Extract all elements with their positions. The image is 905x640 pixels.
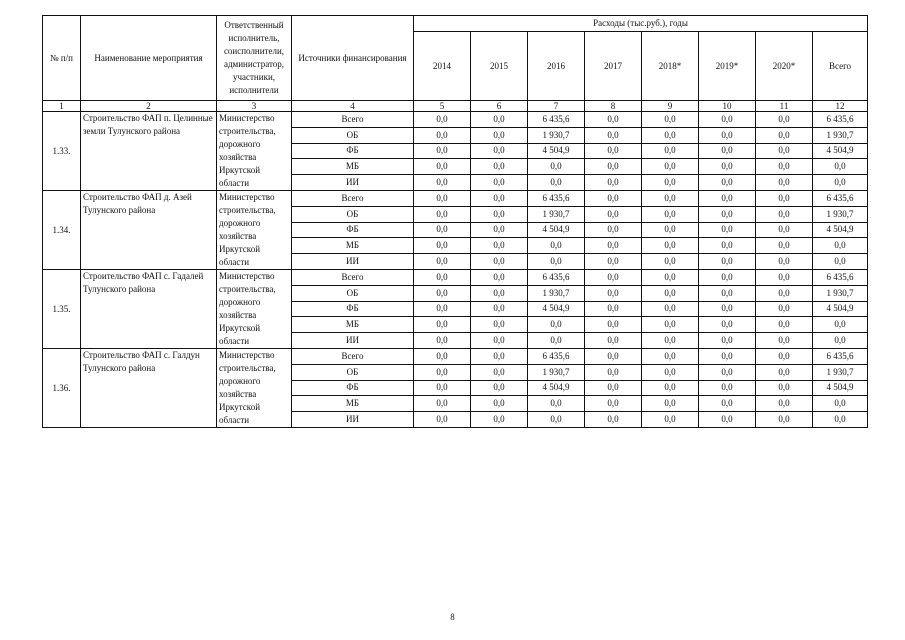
- responsible-executor: Министерство строительства, дорожного хозяйства Иркутской области: [217, 191, 292, 270]
- event-name: Строительство ФАП с. Гадалей Тулунского района: [81, 270, 217, 349]
- total-value: 1 930,7: [813, 206, 868, 222]
- column-number: 9: [642, 101, 699, 112]
- year-value: 0,0: [642, 222, 699, 238]
- total-value: 0,0: [813, 396, 868, 412]
- year-value: 0,0: [756, 143, 813, 159]
- page-number: 8: [450, 612, 455, 622]
- year-value: 0,0: [471, 112, 528, 128]
- year-value: 0,0: [471, 143, 528, 159]
- year-value: 4 504,9: [528, 222, 585, 238]
- year-value: 6 435,6: [528, 112, 585, 128]
- year-value: 0,0: [642, 317, 699, 333]
- year-value: 0,0: [699, 175, 756, 191]
- year-value: 0,0: [756, 159, 813, 175]
- row-number: 1.33.: [43, 112, 81, 191]
- year-value: 0,0: [585, 364, 642, 380]
- row-number: 1.34.: [43, 191, 81, 270]
- funding-source: Всего: [292, 191, 414, 207]
- year-value: 0,0: [414, 206, 471, 222]
- column-number: 3: [217, 101, 292, 112]
- year-value: 0,0: [528, 175, 585, 191]
- year-value: 0,0: [528, 333, 585, 349]
- year-value: 6 435,6: [528, 349, 585, 365]
- total-value: 1 930,7: [813, 364, 868, 380]
- year-value: 0,0: [756, 301, 813, 317]
- year-value: 0,0: [528, 238, 585, 254]
- year-value: 0,0: [471, 238, 528, 254]
- year-value: 0,0: [528, 317, 585, 333]
- year-value: 0,0: [585, 317, 642, 333]
- year-value: 0,0: [414, 285, 471, 301]
- year-value: 0,0: [414, 380, 471, 396]
- event-name: Строительство ФАП д. Азей Тулунского района: [81, 191, 217, 270]
- year-value: 0,0: [471, 285, 528, 301]
- year-value: 0,0: [585, 206, 642, 222]
- funding-source: ОБ: [292, 285, 414, 301]
- year-value: 0,0: [756, 349, 813, 365]
- year-value: 0,0: [414, 127, 471, 143]
- total-value: 1 930,7: [813, 127, 868, 143]
- total-value: 4 504,9: [813, 222, 868, 238]
- year-value: 0,0: [414, 349, 471, 365]
- year-value: 0,0: [699, 333, 756, 349]
- column-number: 7: [528, 101, 585, 112]
- row-number: 1.36.: [43, 349, 81, 428]
- year-value: 0,0: [414, 270, 471, 286]
- funding-source: Всего: [292, 112, 414, 128]
- header-year: 2014: [414, 32, 471, 101]
- year-value: 0,0: [642, 191, 699, 207]
- funding-source: МБ: [292, 159, 414, 175]
- year-value: 0,0: [642, 254, 699, 270]
- column-number: 12: [813, 101, 868, 112]
- year-value: 0,0: [699, 191, 756, 207]
- year-value: 0,0: [414, 238, 471, 254]
- year-value: 0,0: [585, 175, 642, 191]
- year-value: 0,0: [642, 206, 699, 222]
- year-value: 0,0: [414, 396, 471, 412]
- year-value: 0,0: [756, 112, 813, 128]
- year-value: 0,0: [756, 175, 813, 191]
- year-value: 0,0: [414, 254, 471, 270]
- year-value: 0,0: [585, 396, 642, 412]
- year-value: 0,0: [585, 270, 642, 286]
- header-source: Источники финансирования: [292, 16, 414, 101]
- year-value: 0,0: [414, 317, 471, 333]
- year-value: 1 930,7: [528, 285, 585, 301]
- year-value: 0,0: [699, 238, 756, 254]
- year-value: 0,0: [756, 396, 813, 412]
- year-value: 0,0: [756, 254, 813, 270]
- column-number: 6: [471, 101, 528, 112]
- year-value: 0,0: [642, 270, 699, 286]
- year-value: 0,0: [642, 396, 699, 412]
- column-number: 2: [81, 101, 217, 112]
- year-value: 0,0: [699, 270, 756, 286]
- year-value: 0,0: [756, 317, 813, 333]
- year-value: 0,0: [699, 364, 756, 380]
- year-value: 0,0: [471, 396, 528, 412]
- header-responsible: Ответственный исполнитель, соисполнители, администратор, участники, исполнители: [217, 16, 292, 101]
- year-value: 0,0: [414, 301, 471, 317]
- year-value: 0,0: [471, 333, 528, 349]
- year-value: 0,0: [585, 301, 642, 317]
- year-value: 0,0: [414, 412, 471, 428]
- funding-source: ИИ: [292, 333, 414, 349]
- column-number: 8: [585, 101, 642, 112]
- budget-table: [42, 15, 868, 428]
- year-value: 0,0: [756, 238, 813, 254]
- column-number: 11: [756, 101, 813, 112]
- year-value: 0,0: [585, 127, 642, 143]
- year-value: 0,0: [414, 333, 471, 349]
- header-num: № п/п: [43, 16, 81, 101]
- funding-source: Всего: [292, 349, 414, 365]
- header-year: 2019*: [699, 32, 756, 101]
- year-value: 0,0: [585, 222, 642, 238]
- year-value: 0,0: [471, 159, 528, 175]
- header-year: 2016: [528, 32, 585, 101]
- year-value: 0,0: [585, 191, 642, 207]
- year-value: 0,0: [471, 270, 528, 286]
- year-value: 0,0: [642, 159, 699, 175]
- year-value: 4 504,9: [528, 301, 585, 317]
- total-value: 1 930,7: [813, 285, 868, 301]
- year-value: 0,0: [642, 127, 699, 143]
- year-value: 0,0: [414, 222, 471, 238]
- funding-source: ФБ: [292, 222, 414, 238]
- year-value: 0,0: [699, 317, 756, 333]
- funding-source: ИИ: [292, 412, 414, 428]
- funding-source: Всего: [292, 270, 414, 286]
- year-value: 0,0: [642, 301, 699, 317]
- funding-source: МБ: [292, 238, 414, 254]
- year-value: 0,0: [471, 206, 528, 222]
- total-value: 0,0: [813, 238, 868, 254]
- year-value: 0,0: [471, 191, 528, 207]
- total-value: 0,0: [813, 317, 868, 333]
- year-value: 0,0: [756, 364, 813, 380]
- year-value: 0,0: [756, 206, 813, 222]
- year-value: 0,0: [699, 285, 756, 301]
- year-value: 0,0: [699, 206, 756, 222]
- year-value: 0,0: [699, 143, 756, 159]
- funding-source: ИИ: [292, 254, 414, 270]
- header-year: 2017: [585, 32, 642, 101]
- year-value: 0,0: [585, 412, 642, 428]
- total-value: 0,0: [813, 412, 868, 428]
- header-total: Всего: [813, 32, 868, 101]
- year-value: 0,0: [585, 285, 642, 301]
- year-value: 0,0: [699, 254, 756, 270]
- year-value: 0,0: [528, 159, 585, 175]
- year-value: 0,0: [528, 396, 585, 412]
- responsible-executor: Министерство строительства, дорожного хозяйства Иркутской области: [217, 349, 292, 428]
- year-value: 6 435,6: [528, 191, 585, 207]
- total-value: 6 435,6: [813, 349, 868, 365]
- year-value: 0,0: [699, 112, 756, 128]
- year-value: 0,0: [642, 364, 699, 380]
- responsible-executor: Министерство строительства, дорожного хозяйства Иркутской области: [217, 270, 292, 349]
- row-number: 1.35.: [43, 270, 81, 349]
- year-value: 0,0: [471, 364, 528, 380]
- year-value: 0,0: [756, 412, 813, 428]
- year-value: 0,0: [699, 412, 756, 428]
- year-value: 0,0: [642, 112, 699, 128]
- year-value: 0,0: [699, 127, 756, 143]
- year-value: 0,0: [585, 380, 642, 396]
- year-value: 0,0: [414, 143, 471, 159]
- total-value: 4 504,9: [813, 380, 868, 396]
- year-value: 4 504,9: [528, 380, 585, 396]
- year-value: 0,0: [642, 333, 699, 349]
- responsible-executor: Министерство строительства, дорожного хозяйства Иркутской области: [217, 112, 292, 191]
- year-value: 0,0: [756, 127, 813, 143]
- funding-source: ФБ: [292, 301, 414, 317]
- year-value: 0,0: [699, 396, 756, 412]
- year-value: 0,0: [642, 349, 699, 365]
- year-value: 1 930,7: [528, 127, 585, 143]
- year-value: 0,0: [414, 364, 471, 380]
- header-year: 2020*: [756, 32, 813, 101]
- table-row: [43, 191, 868, 207]
- year-value: 0,0: [642, 143, 699, 159]
- year-value: 0,0: [585, 333, 642, 349]
- year-value: 0,0: [528, 254, 585, 270]
- funding-source: ОБ: [292, 364, 414, 380]
- year-value: 4 504,9: [528, 143, 585, 159]
- column-number: 5: [414, 101, 471, 112]
- total-value: 0,0: [813, 159, 868, 175]
- year-value: 0,0: [471, 380, 528, 396]
- year-value: 0,0: [414, 175, 471, 191]
- funding-source: ОБ: [292, 127, 414, 143]
- header-year: 2015: [471, 32, 528, 101]
- total-value: 0,0: [813, 254, 868, 270]
- year-value: 0,0: [699, 159, 756, 175]
- year-value: 0,0: [756, 222, 813, 238]
- year-value: 0,0: [585, 254, 642, 270]
- year-value: 0,0: [642, 412, 699, 428]
- column-number: 10: [699, 101, 756, 112]
- column-number: 1: [43, 101, 81, 112]
- year-value: 0,0: [585, 143, 642, 159]
- event-name: Строительство ФАП п. Целинные земли Тулунского района: [81, 112, 217, 191]
- table-row: [43, 112, 868, 128]
- year-value: 0,0: [471, 254, 528, 270]
- year-value: 0,0: [642, 285, 699, 301]
- table-row: [43, 270, 868, 286]
- year-value: 0,0: [585, 112, 642, 128]
- funding-source: ФБ: [292, 380, 414, 396]
- header-name: Наименование мероприятия: [81, 16, 217, 101]
- funding-source: ОБ: [292, 206, 414, 222]
- year-value: 0,0: [414, 191, 471, 207]
- year-value: 0,0: [756, 333, 813, 349]
- table-body: [43, 112, 868, 428]
- year-value: 0,0: [756, 270, 813, 286]
- header-expenses: Расходы (тыс.руб.), годы: [414, 16, 868, 32]
- year-value: 0,0: [471, 301, 528, 317]
- column-number: 4: [292, 101, 414, 112]
- funding-source: МБ: [292, 396, 414, 412]
- total-value: 0,0: [813, 333, 868, 349]
- header-year: 2018*: [642, 32, 699, 101]
- year-value: 0,0: [699, 349, 756, 365]
- year-value: 0,0: [471, 412, 528, 428]
- year-value: 0,0: [642, 380, 699, 396]
- year-value: 0,0: [414, 159, 471, 175]
- year-value: 0,0: [699, 301, 756, 317]
- total-value: 4 504,9: [813, 143, 868, 159]
- year-value: 0,0: [642, 238, 699, 254]
- year-value: 0,0: [585, 238, 642, 254]
- total-value: 6 435,6: [813, 270, 868, 286]
- year-value: 0,0: [471, 317, 528, 333]
- total-value: 6 435,6: [813, 191, 868, 207]
- year-value: 0,0: [642, 175, 699, 191]
- year-value: 0,0: [585, 159, 642, 175]
- year-value: 0,0: [471, 175, 528, 191]
- year-value: 0,0: [699, 222, 756, 238]
- year-value: 1 930,7: [528, 364, 585, 380]
- total-value: 6 435,6: [813, 112, 868, 128]
- table-row: [43, 349, 868, 365]
- event-name: Строительство ФАП с. Галдун Тулунского района: [81, 349, 217, 428]
- year-value: 6 435,6: [528, 270, 585, 286]
- total-value: 4 504,9: [813, 301, 868, 317]
- total-value: 0,0: [813, 175, 868, 191]
- funding-source: ФБ: [292, 143, 414, 159]
- year-value: 0,0: [756, 285, 813, 301]
- year-value: 1 930,7: [528, 206, 585, 222]
- year-value: 0,0: [756, 380, 813, 396]
- year-value: 0,0: [756, 191, 813, 207]
- year-value: 0,0: [414, 112, 471, 128]
- funding-source: ИИ: [292, 175, 414, 191]
- year-value: 0,0: [471, 349, 528, 365]
- year-value: 0,0: [528, 412, 585, 428]
- year-value: 0,0: [471, 222, 528, 238]
- year-value: 0,0: [585, 349, 642, 365]
- year-value: 0,0: [471, 127, 528, 143]
- year-value: 0,0: [699, 380, 756, 396]
- funding-source: МБ: [292, 317, 414, 333]
